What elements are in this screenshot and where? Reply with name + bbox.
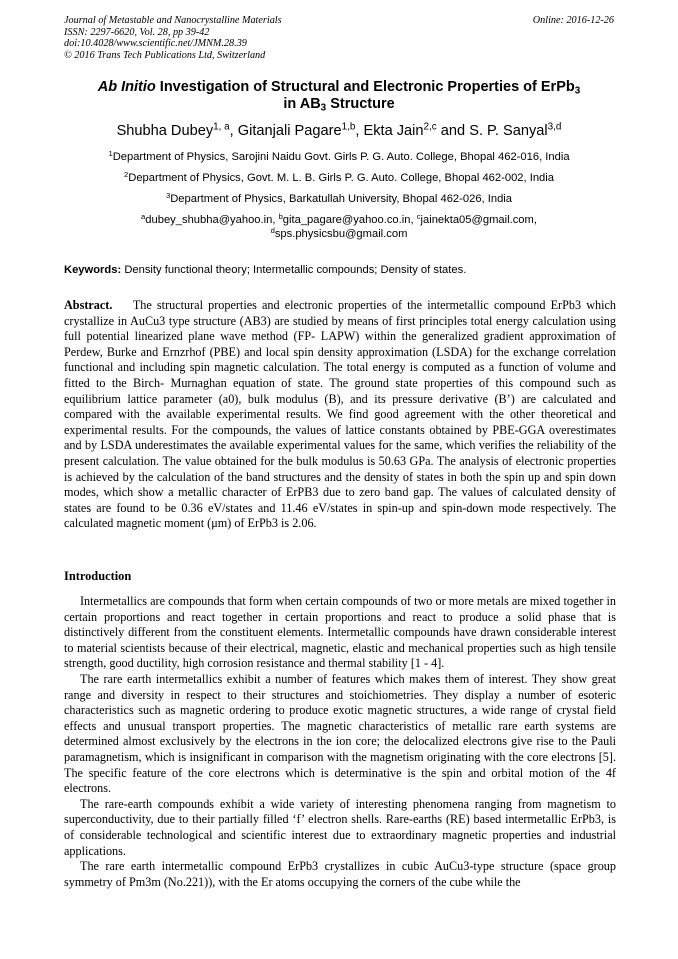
title-sub: 3 xyxy=(574,85,581,97)
email-d[interactable]: sps.physicsbu@gmail.com xyxy=(274,228,408,240)
affiliation-sup: 1 xyxy=(108,148,113,158)
introduction-body xyxy=(64,594,616,890)
author-name: S. P. Sanyal xyxy=(469,123,548,139)
paper-title xyxy=(40,79,638,113)
title-line2-post: Structure xyxy=(330,96,395,112)
intro-paragraph: The rare-earth compounds exhibit a wide variety of interesting phenomena ranging from magnetism to superconductivity, due to their partially filled ‘f’ electron shells. Rare-earths (RE) based intermetallic ErPb3, is of considerable technological and scientific interest due to extraordinary magnetic properties and industrial applications. xyxy=(64,796,616,858)
affiliation-3 xyxy=(40,192,638,206)
email-sup: d xyxy=(270,225,275,235)
author-sep: , xyxy=(355,123,364,139)
email-sup: b xyxy=(278,211,283,221)
section-heading-introduction: Introduction xyxy=(64,569,132,583)
title-line2-pre: in AB xyxy=(283,96,321,112)
author-sup: 2,c xyxy=(423,121,437,133)
affiliation-1 xyxy=(40,150,638,164)
abstract-label: Abstract. xyxy=(64,298,113,312)
affiliation-sup: 3 xyxy=(165,190,171,200)
affiliation-2 xyxy=(40,171,638,185)
title-line-1 xyxy=(40,79,638,96)
affiliation-text: Department of Physics, Sarojini Naidu Govt. Girls P. G. Auto. College, Bhopal 462-016, India xyxy=(112,151,570,163)
journal-doi: doi:10.4028/www.scientific.net/JMNM.28.39 xyxy=(64,38,247,49)
title-line-2 xyxy=(40,96,638,113)
affiliation-text: Department of Physics, Govt. M. L. B. Girls P. G. Auto. College, Bhopal 462-002, India xyxy=(128,172,554,184)
email-list xyxy=(40,213,638,241)
author-name: Ekta Jain xyxy=(363,123,424,139)
intro-paragraph: Intermetallics are compounds that form when certain compounds of two or more metals are mixed together in certain proportions and react together in certain proportions and react to produce a solid phase that is distinctively different from the constituent elements. Intermetallic compounds have drawn considerable interest to material scientists because of their electrical, magnetic, elastic and mechanical properties such as high tensile strength, good ductility, high corrosion resistance and thermal stability [1 - 4]. xyxy=(64,594,616,671)
email-line-2 xyxy=(40,227,638,241)
intro-paragraph: The rare earth intermetallic compound ErPb3 crystallizes in cubic AuCu3-type structure (space group symmetry of Pm3m (No.221)), with the Er atoms occupying the corners of the cube while the xyxy=(64,859,616,889)
journal-issn: ISSN: 2297-6620, Vol. 28, pp 39-42 xyxy=(64,26,210,38)
abstract xyxy=(64,298,616,532)
intro-paragraph: The rare earth intermetallics exhibit a number of features which makes them of interest. They show great range and diversity in respect to their structures and stoichiometries. They display a number of esoteric characteristics such as magnetic ordering to produce exotic magnetic structures, a wide range of crystal field effects and unusual transport properties. The magnetic characteristics of metallic rare earth systems are determined almost exclusively by the electrons in the ion core; the delocalized electrons give rise to the Pauli paramagnetism, which is insignificant in comparison with the magnetism originating with the core electrons [5]. The specific feature of the core electrons which is determinative is the spin and orbital motion of the 4f electrons. xyxy=(64,671,616,796)
author-sup: 1,b xyxy=(341,121,356,133)
email-sup: c xyxy=(416,211,421,221)
author-sup: 3,d xyxy=(547,121,562,133)
abstract-text: The structural properties and electronic properties of the intermetallic compound ErPb3 which crystallize in AuCu3 type structure (AB3) are studied by means of first principles total energy calculation using full potential linearized plane wave method (FP- LAPW) within the generalized gradient approximation of Perdew, Burke and Ernzrhof (PBE) and local spin density approximation (LSDA) for the exchange correlation functional and including spin magnetic calculation. The total energy is computed as a function of volume and fitted to the Birch- Murnaghan equation of state. The ground state properties of this compound such as equilibrium lattice parameter (a0), bulk modulus (B), and its pressure derivative (B’) are calculated and compared with the available experimental results. We find good agreement with the other theoretical and experimental results. For the compounds, the values of lattice constants obtained by PBE-GGA overestimates and by LSDA underestimates the available experimental values for the same, which verifies the reliability of the present calculation. The value obtained for the bulk modulus is 50.63 GPa. The analysis of electronic properties is achieved by the calculation of the band structures and the density of states in both the spin up and spin down modes, which show a metallic character of ErPB3 due to zero band gap. The values of calculated density of states are found to be 0.36 eV/states and 11.46 eV/states in spin-up and spin-down mode respectively. The calculated magnetic moment (μm) of ErPb3 is 2.06. xyxy=(64,298,616,531)
journal-header xyxy=(64,15,614,61)
keywords xyxy=(64,263,616,277)
author-sep: and xyxy=(436,123,470,139)
affiliation-text: Department of Physics, Barkatullah University, Bhopal 462-026, India xyxy=(170,193,513,205)
title-main: Investigation of Structural and Electronic Properties of ErPb xyxy=(159,79,575,95)
author-sep: , xyxy=(229,123,238,139)
author-list xyxy=(40,122,638,140)
email-sup: a xyxy=(141,211,146,221)
author-sup: 1, a xyxy=(213,121,230,133)
email-c[interactable]: jainekta05@gmail.com, xyxy=(420,214,537,226)
keywords-label: Keywords: xyxy=(64,264,122,276)
author-name: Shubha Dubey xyxy=(116,123,214,139)
email-a[interactable]: dubey_shubha@yahoo.in, xyxy=(145,214,276,226)
journal-name: Journal of Metastable and Nanocrystalline Materials xyxy=(64,15,282,26)
affiliation-sup: 2 xyxy=(124,169,129,179)
author-name: Gitanjali Pagare xyxy=(237,123,342,139)
online-date: Online: 2016-12-26 xyxy=(532,15,614,26)
email-line-1 xyxy=(40,213,638,227)
keywords-text: Density functional theory; Intermetallic compounds; Density of states. xyxy=(124,264,467,276)
title-line2-sub: 3 xyxy=(320,102,327,114)
journal-copyright: © 2016 Trans Tech Publications Ltd, Switzerland xyxy=(64,49,266,61)
title-italic: Ab Initio xyxy=(97,79,156,95)
email-b[interactable]: gita_pagare@yahoo.co.in, xyxy=(282,214,414,226)
